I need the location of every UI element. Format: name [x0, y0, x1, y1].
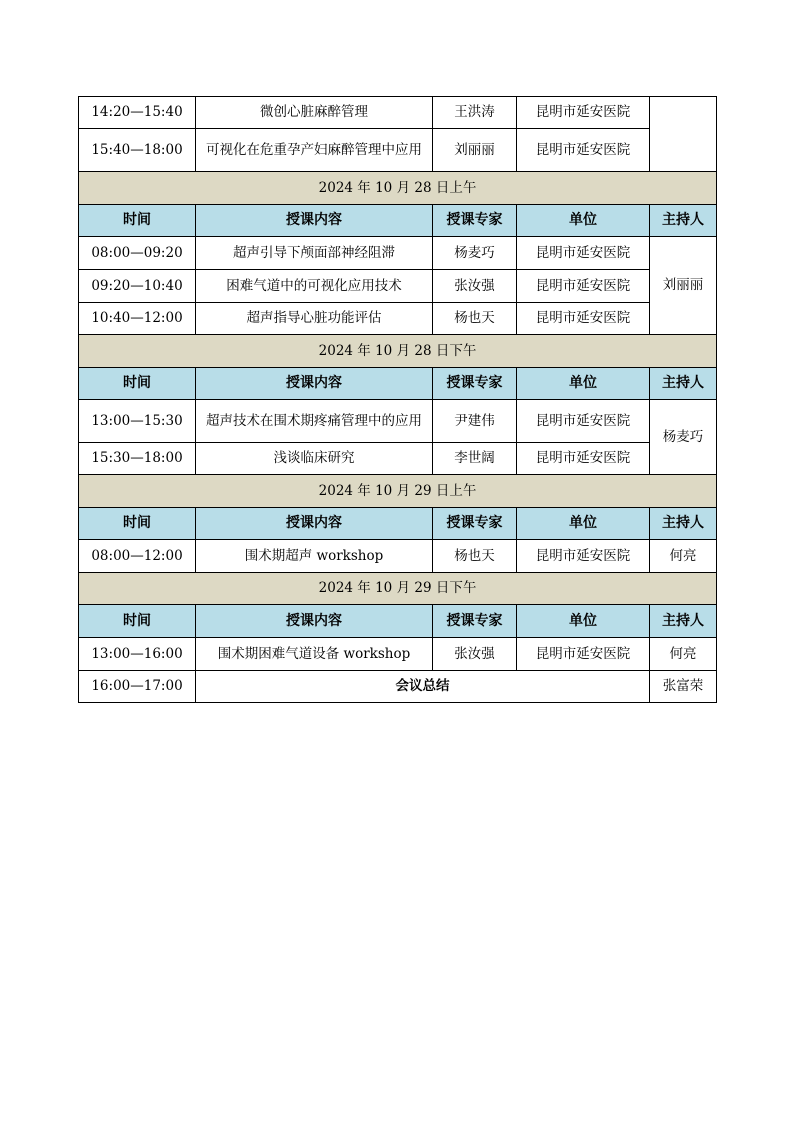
table-row	[79, 400, 717, 443]
header-unit: 单位	[517, 508, 650, 540]
header-content: 授课内容	[196, 605, 433, 638]
unit-cell: 昆明市延安医院	[517, 270, 650, 303]
time-cell: 08:00—09:20	[79, 237, 196, 270]
time-cell: 13:00—16:00	[79, 638, 196, 671]
header-row	[79, 508, 717, 540]
expert-cell: 张汝强	[433, 638, 517, 671]
header-expert: 授课专家	[433, 368, 517, 400]
summary-label: 会议总结	[196, 671, 650, 703]
header-time: 时间	[79, 368, 196, 400]
time-cell: 08:00—12:00	[79, 540, 196, 573]
unit-cell: 昆明市延安医院	[517, 129, 650, 172]
time-cell: 13:00—15:30	[79, 400, 196, 443]
content-cell: 超声引导下颅面部神经阻滞	[196, 237, 433, 270]
time-cell: 09:20—10:40	[79, 270, 196, 303]
header-content: 授课内容	[196, 368, 433, 400]
header-expert: 授课专家	[433, 508, 517, 540]
host-cell: 杨麦巧	[650, 400, 717, 475]
section-row	[79, 172, 717, 205]
section-title: 2024 年 10 月 29 日上午	[79, 475, 717, 508]
header-unit: 单位	[517, 605, 650, 638]
content-cell: 围术期超声 workshop	[196, 540, 433, 573]
time-cell: 15:30—18:00	[79, 443, 196, 475]
header-unit: 单位	[517, 205, 650, 237]
header-time: 时间	[79, 205, 196, 237]
section-title: 2024 年 10 月 29 日下午	[79, 573, 717, 605]
table-row	[79, 638, 717, 671]
content-cell: 超声指导心脏功能评估	[196, 303, 433, 335]
content-cell: 围术期困难气道设备 workshop	[196, 638, 433, 671]
table-row	[79, 443, 717, 475]
header-row	[79, 605, 717, 638]
header-time: 时间	[79, 508, 196, 540]
expert-cell: 刘丽丽	[433, 129, 517, 172]
summary-row	[79, 671, 717, 703]
schedule-table	[78, 96, 717, 703]
unit-cell: 昆明市延安医院	[517, 237, 650, 270]
section-title: 2024 年 10 月 28 日上午	[79, 172, 717, 205]
header-content: 授课内容	[196, 508, 433, 540]
header-row	[79, 205, 717, 237]
unit-cell: 昆明市延安医院	[517, 443, 650, 475]
expert-cell: 杨麦巧	[433, 237, 517, 270]
header-row	[79, 368, 717, 400]
unit-cell: 昆明市延安医院	[517, 638, 650, 671]
content-cell: 可视化在危重孕产妇麻醉管理中应用	[196, 129, 433, 172]
content-cell: 超声技术在围术期疼痛管理中的应用	[196, 400, 433, 443]
header-content: 授课内容	[196, 205, 433, 237]
header-host: 主持人	[650, 205, 717, 237]
header-time: 时间	[79, 605, 196, 638]
table-row	[79, 97, 717, 129]
table-row	[79, 129, 717, 172]
expert-cell: 张汝强	[433, 270, 517, 303]
table-row	[79, 303, 717, 335]
time-cell: 14:20—15:40	[79, 97, 196, 129]
header-host: 主持人	[650, 508, 717, 540]
header-host: 主持人	[650, 368, 717, 400]
expert-cell: 王洪涛	[433, 97, 517, 129]
section-row	[79, 335, 717, 368]
time-cell: 16:00—17:00	[79, 671, 196, 703]
expert-cell: 杨也天	[433, 303, 517, 335]
host-cell: 张富荣	[650, 671, 717, 703]
host-cell: 何亮	[650, 638, 717, 671]
expert-cell: 尹建伟	[433, 400, 517, 443]
header-host: 主持人	[650, 605, 717, 638]
time-cell: 15:40—18:00	[79, 129, 196, 172]
table-row	[79, 270, 717, 303]
host-cell: 刘丽丽	[650, 237, 717, 335]
header-expert: 授课专家	[433, 605, 517, 638]
unit-cell: 昆明市延安医院	[517, 400, 650, 443]
unit-cell: 昆明市延安医院	[517, 303, 650, 335]
host-cell	[650, 97, 717, 172]
section-row	[79, 573, 717, 605]
expert-cell: 杨也天	[433, 540, 517, 573]
header-unit: 单位	[517, 368, 650, 400]
header-expert: 授课专家	[433, 205, 517, 237]
section-row	[79, 475, 717, 508]
content-cell: 困难气道中的可视化应用技术	[196, 270, 433, 303]
unit-cell: 昆明市延安医院	[517, 97, 650, 129]
unit-cell: 昆明市延安医院	[517, 540, 650, 573]
host-cell: 何亮	[650, 540, 717, 573]
content-cell: 微创心脏麻醉管理	[196, 97, 433, 129]
table-row	[79, 540, 717, 573]
table-row	[79, 237, 717, 270]
section-title: 2024 年 10 月 28 日下午	[79, 335, 717, 368]
content-cell: 浅谈临床研究	[196, 443, 433, 475]
expert-cell: 李世阔	[433, 443, 517, 475]
time-cell: 10:40—12:00	[79, 303, 196, 335]
